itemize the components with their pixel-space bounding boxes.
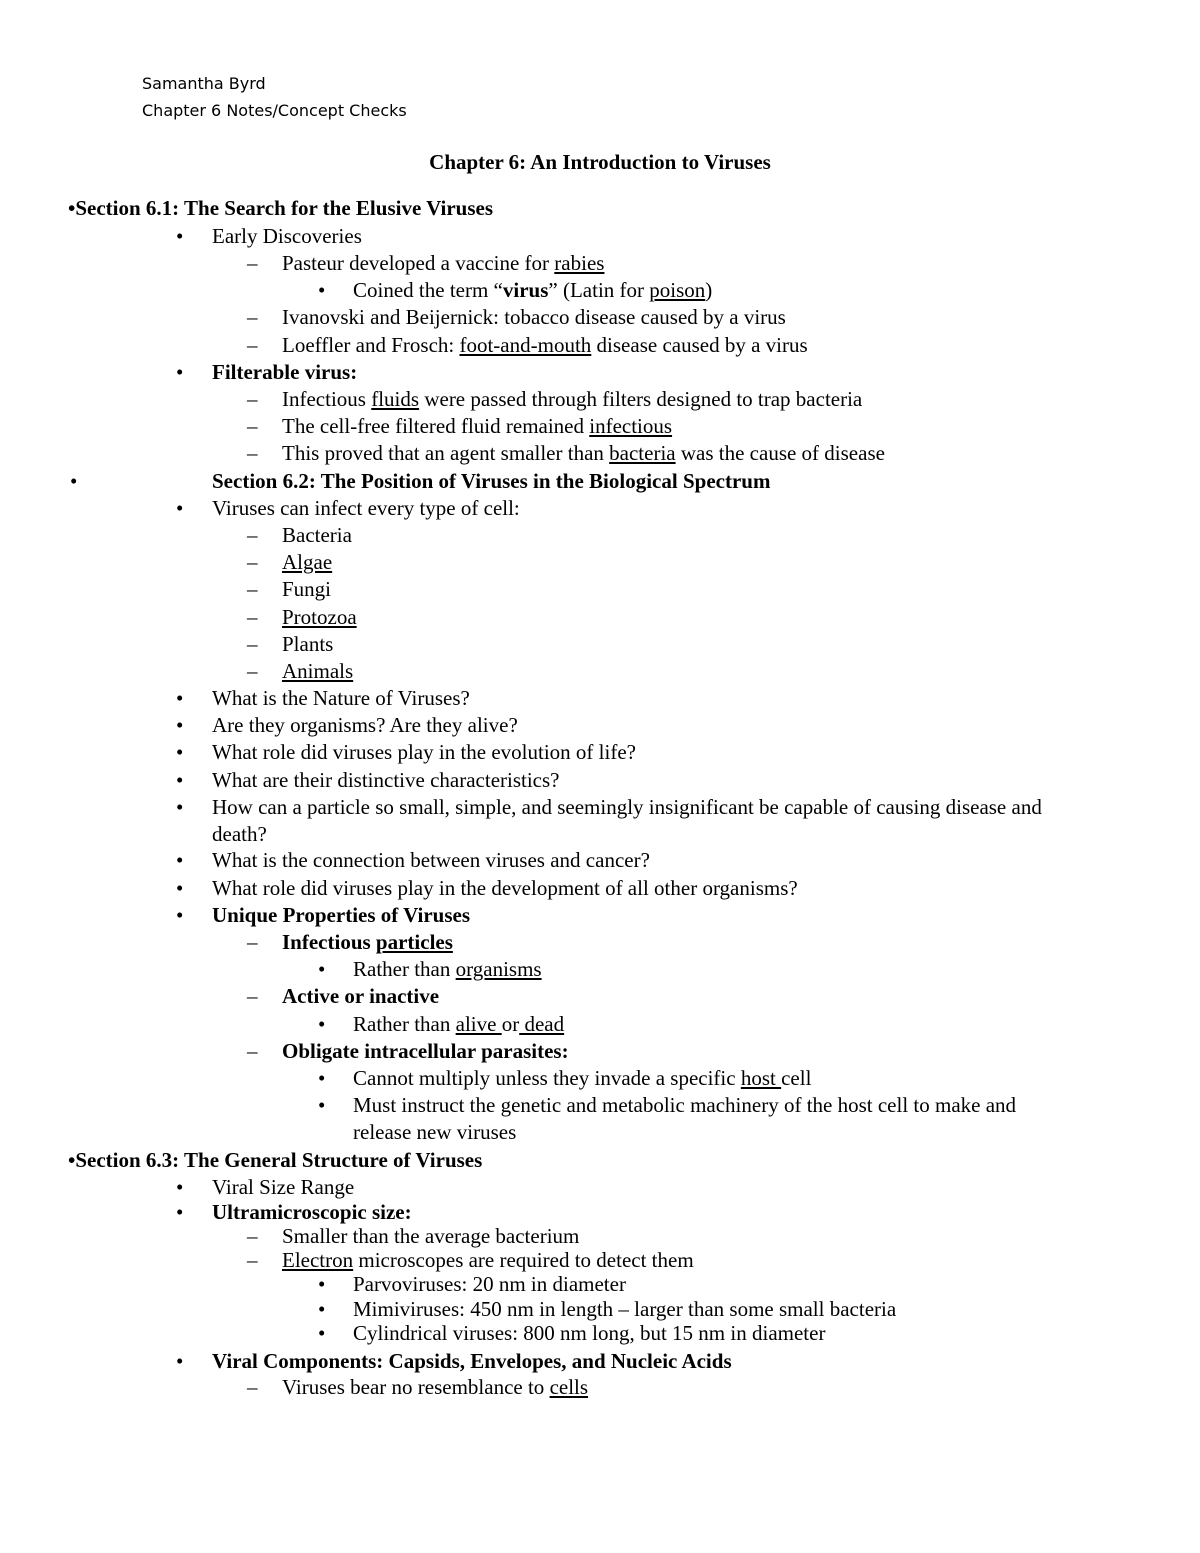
bullet: •: [176, 224, 184, 248]
page-title: Chapter 6: An Introduction to Viruses: [429, 150, 771, 174]
author-name: Samantha Byrd: [142, 74, 266, 93]
bullet: •: [318, 1093, 326, 1117]
list-item: What is the connection between viruses and cancer?: [212, 848, 650, 872]
bullet: –: [247, 605, 258, 629]
bullet: •: [176, 795, 184, 819]
bullet: •: [176, 903, 184, 927]
section-6-1-heading: •Section 6.1: The Search for the Elusive Viruses: [68, 196, 494, 220]
list-item: Bacteria: [282, 523, 352, 547]
bullet: •: [70, 469, 78, 493]
list-item: Fungi: [282, 577, 332, 601]
bullet: •: [176, 1349, 184, 1373]
list-item: Animals: [282, 659, 354, 683]
list-item: The cell-free filtered fluid remained infectious: [282, 414, 673, 438]
list-item: Unique Properties of Viruses: [212, 903, 471, 927]
list-item: Pasteur developed a vaccine for rabies: [282, 251, 605, 275]
bullet: –: [247, 930, 258, 954]
list-item: Algae: [282, 550, 333, 574]
bullet: •: [318, 1012, 326, 1036]
list-item: What is the Nature of Viruses?: [212, 686, 470, 710]
bullet: –: [247, 550, 258, 574]
bullet: –: [247, 251, 258, 275]
list-item: Viral Components: Capsids, Envelopes, and Nucleic Acids: [212, 1349, 732, 1373]
bullet: –: [247, 659, 258, 683]
list-item: Active or inactive: [282, 984, 440, 1008]
bullet: –: [247, 577, 258, 601]
list-item: Electron microscopes are required to detect them: [282, 1248, 694, 1272]
bullet: •: [318, 1321, 326, 1345]
list-item: Protozoa: [282, 605, 357, 629]
bullet: –: [247, 414, 258, 438]
bullet: –: [247, 1248, 258, 1272]
list-item: Cannot multiply unless they invade a specific host cell: [353, 1066, 812, 1090]
list-item: Infectious fluids were passed through filters designed to trap bacteria: [282, 387, 863, 411]
section-6-2-heading: Section 6.2: The Position of Viruses in the Biological Spectrum: [212, 469, 771, 493]
bullet: –: [247, 523, 258, 547]
list-item: Coined the term “virus” (Latin for poison): [353, 278, 713, 302]
list-item: Filterable virus:: [212, 360, 358, 384]
bullet: •: [176, 848, 184, 872]
list-item: Cylindrical viruses: 800 nm long, but 15 nm in diameter: [353, 1321, 826, 1345]
bullet: •: [318, 1272, 326, 1296]
list-item: Viral Size Range: [212, 1175, 355, 1199]
bullet: •: [318, 957, 326, 981]
list-item: What role did viruses play in the development of all other organisms?: [212, 876, 798, 900]
bullet: •: [318, 1066, 326, 1090]
list-item: What role did viruses play in the evolution of life?: [212, 740, 636, 764]
list-item: This proved that an agent smaller than bacteria was the cause of disease: [282, 441, 885, 465]
bullet: •: [318, 278, 326, 302]
document-subtitle: Chapter 6 Notes/Concept Checks: [142, 101, 407, 120]
list-item: Rather than alive or dead: [353, 1012, 565, 1036]
bullet: –: [247, 387, 258, 411]
bullet: –: [247, 632, 258, 656]
bullet: –: [247, 1224, 258, 1248]
bullet: •: [68, 196, 76, 220]
list-item: Plants: [282, 632, 334, 656]
list-item: Viruses can infect every type of cell:: [212, 496, 520, 520]
list-item: Must instruct the genetic and metabolic machinery of the host cell to make and release new viruses: [353, 1093, 1017, 1144]
bullet: •: [176, 713, 184, 737]
list-item: Are they organisms? Are they alive?: [212, 713, 518, 737]
bullet: •: [176, 876, 184, 900]
bullet: •: [176, 360, 184, 384]
list-item: Loeffler and Frosch: foot-and-mouth disease caused by a virus: [282, 333, 808, 357]
bullet: •: [176, 686, 184, 710]
bullet: •: [176, 496, 184, 520]
bullet: –: [247, 1375, 258, 1399]
bullet: –: [247, 441, 258, 465]
bullet: •: [318, 1297, 326, 1321]
bullet: •: [176, 740, 184, 764]
bullet: –: [247, 305, 258, 329]
bullet: –: [247, 1039, 258, 1063]
bullet: •: [176, 768, 184, 792]
list-item: Smaller than the average bacterium: [282, 1224, 580, 1248]
bullet: –: [247, 984, 258, 1008]
list-item: How can a particle so small, simple, and seemingly insignificant be capable of causing disease and death?: [212, 795, 1042, 846]
list-item: Early Discoveries: [212, 224, 362, 248]
bullet: •: [176, 1175, 184, 1199]
list-item: Rather than organisms: [353, 957, 542, 981]
list-item: Ultramicroscopic size:: [212, 1200, 412, 1224]
list-item: Ivanovski and Beijernick: tobacco disease caused by a virus: [282, 305, 786, 329]
list-item: Viruses bear no resemblance to cells: [282, 1375, 589, 1399]
bullet: •: [68, 1148, 76, 1172]
bullet: –: [247, 333, 258, 357]
list-item: Infectious particles: [282, 930, 453, 954]
list-item: Parvoviruses: 20 nm in diameter: [353, 1272, 626, 1296]
section-6-3-heading: •Section 6.3: The General Structure of Viruses: [68, 1148, 483, 1172]
bullet: •: [176, 1200, 184, 1224]
list-item: Obligate intracellular parasites:: [282, 1039, 569, 1063]
list-item: Mimiviruses: 450 nm in length – larger than some small bacteria: [353, 1297, 897, 1321]
list-item: What are their distinctive characteristics?: [212, 768, 560, 792]
